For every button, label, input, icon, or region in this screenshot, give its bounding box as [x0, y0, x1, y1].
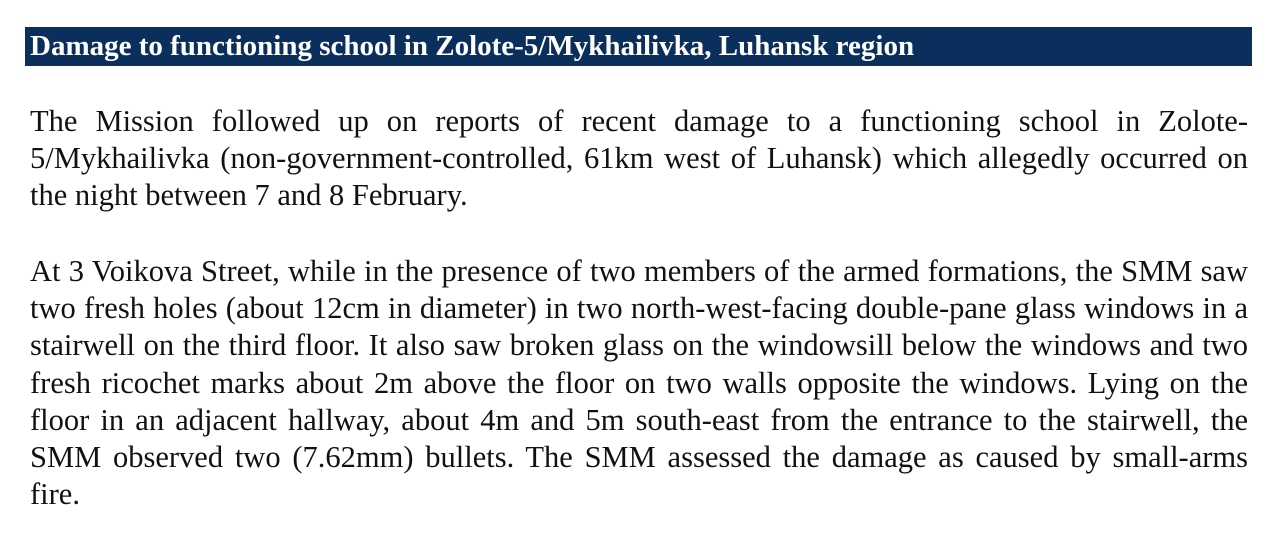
- section-heading: Damage to functioning school in Zolote-5/Mykhailivka, Luhansk region: [30, 30, 915, 62]
- paragraph-observation: At 3 Voikova Street, while in the presence of two members of the armed formations, the SMM saw two fresh holes (about 12cm in diameter) in two north-west-facing double-pane glass windows in a stairwell on the third floor. It also saw broken glass on the windowsill below the windows and two fresh ricochet marks about 2m above the floor on two walls opposite the windows. Lying on the floor in an adjacent hallway, about 4m and 5m south-east from the entrance to the stairwell, the SMM observed two (7.62mm) bullets. The SMM assessed the damage as caused by small-arms fire.: [30, 254, 1248, 512]
- paragraph-intro: The Mission followed up on reports of recent damage to a functioning school in Zolote-5/Mykhailivka (non-government-controlled, 61km west of Luhansk) which allegedly occurred on the night between 7 and 8 February.: [30, 104, 1248, 213]
- section-heading-bar: [25, 27, 1252, 66]
